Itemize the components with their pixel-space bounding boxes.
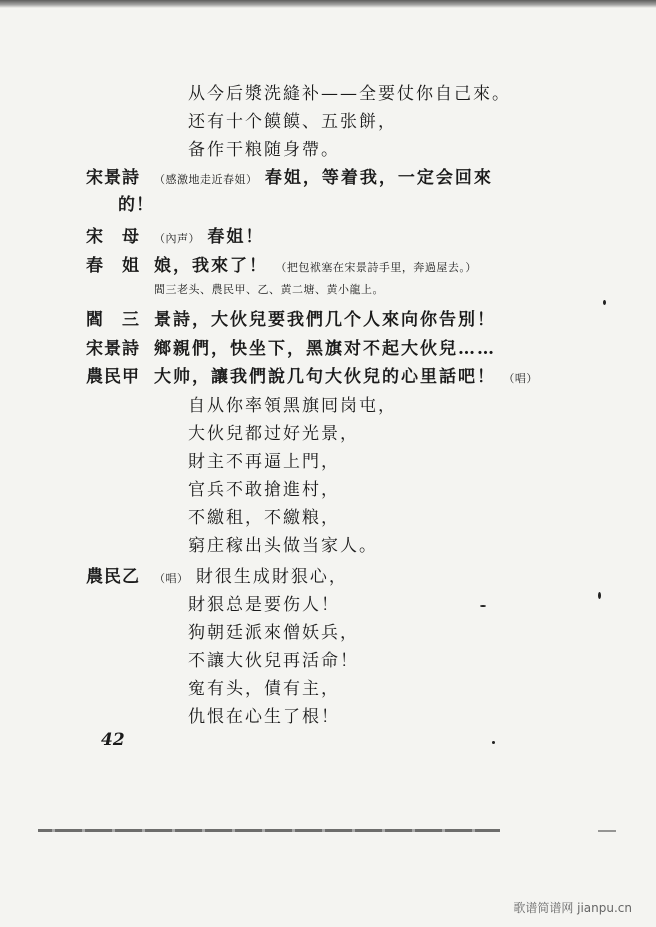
dialogue-text: 春姐！ xyxy=(207,227,265,247)
song-line: 官兵不敢搶進村， xyxy=(188,480,340,500)
stage-direction: 閻三老头、農民甲、乙、黄二塘、黄小龍上。 xyxy=(154,283,384,296)
bottom-rule xyxy=(38,829,500,832)
song-text: 財很生成財狠心， xyxy=(195,567,348,587)
bottom-rule-fragment xyxy=(598,830,616,832)
speaker-name: 春 姐 xyxy=(86,256,140,276)
scan-speck xyxy=(480,605,486,607)
scan-speck xyxy=(598,592,601,599)
page-number: 42 xyxy=(101,730,125,750)
scan-top-edge xyxy=(0,0,656,8)
dialogue-text: 娘，我來了！ xyxy=(154,256,268,276)
dialogue-line xyxy=(154,222,264,247)
dialogue-line xyxy=(154,163,493,188)
song-line: 財狠总是要伤人！ xyxy=(188,595,340,615)
scan-speck xyxy=(603,300,606,305)
verse-line: 备作干粮随身帶。 xyxy=(188,140,340,160)
song-line: 仇恨在心生了根！ xyxy=(188,707,340,727)
verse-line: 从今后漿洗縫补——全要仗你自己來。 xyxy=(188,84,511,104)
stage-direction: （唱） xyxy=(154,572,189,585)
dialogue-continuation: 的！ xyxy=(118,195,154,215)
speaker-name: 農民乙 xyxy=(86,567,140,587)
verse-line: 还有十个饃饃、五张餅， xyxy=(188,112,397,132)
speaker-name: 宋 母 xyxy=(86,227,140,247)
dialogue-text: 鄉親們，快坐下，黑旗对不起大伙兒…… xyxy=(154,339,496,359)
stage-direction: （唱） xyxy=(503,372,538,385)
dialogue-text: 景詩，大伙兒要我們几个人來向你告別！ xyxy=(154,310,496,330)
speaker-name: 閻 三 xyxy=(86,310,140,330)
song-line: 窮庄稼出头做当家人。 xyxy=(188,536,378,556)
dialogue-text: 春姐，等着我，一定会回來 xyxy=(264,168,493,188)
site-watermark: 歌谱简谱网 jianpu.cn xyxy=(513,901,632,915)
stage-direction: （感激地走近春姐） xyxy=(154,173,258,186)
song-line: 狗朝廷派來僧妖兵， xyxy=(188,623,359,643)
stage-direction: （把包袱塞在宋景詩手里，奔過屋去。） xyxy=(275,261,477,274)
speaker-name: 農民甲 xyxy=(86,367,140,387)
song-line: 寃有头，債有主， xyxy=(188,679,340,699)
song-line: 不讓大伙兒再活命！ xyxy=(188,651,359,671)
speaker-name: 宋景詩 xyxy=(86,339,140,359)
stage-direction: （內声） xyxy=(154,232,200,245)
dialogue-text: 大帅，讓我們說几句大伙兒的心里話吧！ xyxy=(154,367,496,387)
scan-speck xyxy=(492,741,495,744)
song-line: 自从你率領黑旗囘岗屯， xyxy=(188,396,397,416)
dialogue-line xyxy=(154,251,477,276)
song-line: 大伙兒都过好光景， xyxy=(188,424,359,444)
dialogue-line xyxy=(154,562,348,587)
dialogue-line xyxy=(154,362,538,387)
song-line: 不繳租，不繳粮， xyxy=(188,508,340,528)
song-line: 財主不再逼上門， xyxy=(188,452,340,472)
speaker-name: 宋景詩 xyxy=(86,168,140,188)
